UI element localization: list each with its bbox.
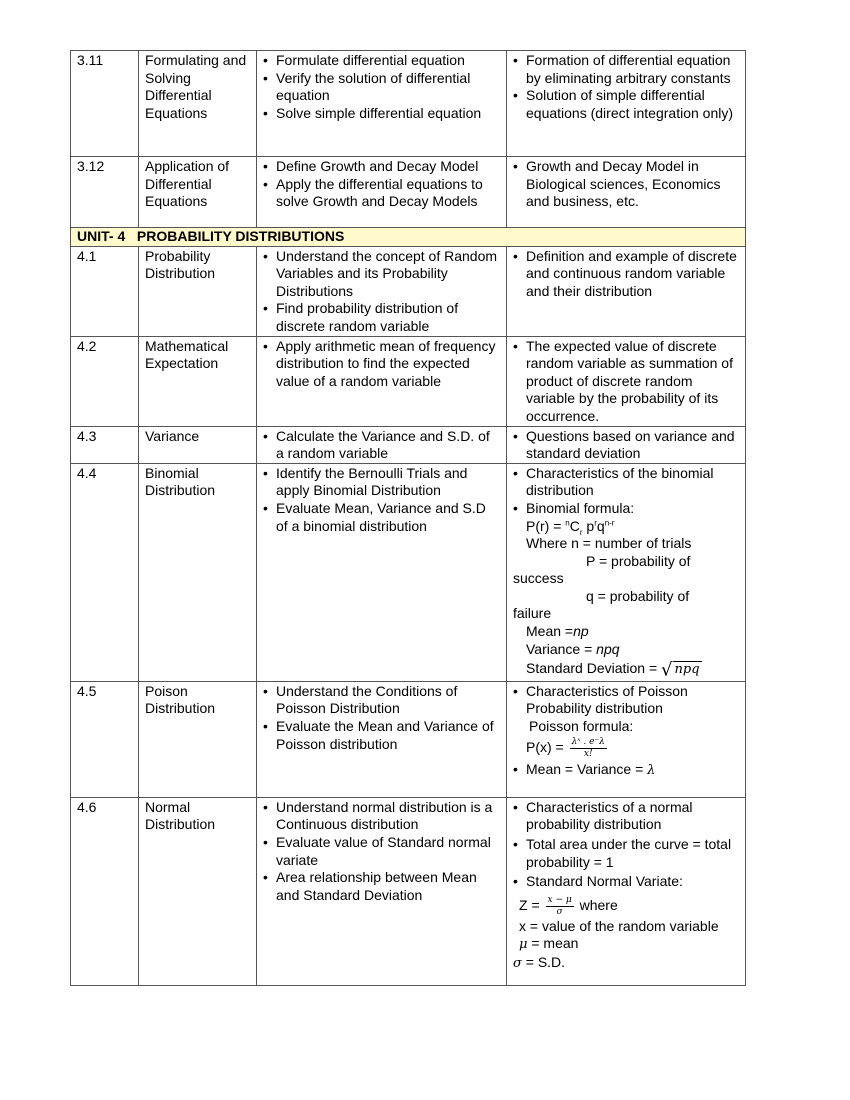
sigma-definition: σ = S.D. (513, 953, 566, 971)
poisson-formula-label: Poisson formula: (529, 717, 634, 734)
section-number: 4.5 (71, 681, 139, 797)
list-item: • Understand the concept of Random Variables and its Probability Distributions (263, 248, 500, 301)
p-definition-cont: success (513, 570, 564, 587)
list-item: • Apply the differential equations to solve Growth and Decay Models (263, 176, 500, 211)
topic: Application of Differential Equations (139, 157, 257, 228)
list-item: • Apply arithmetic mean of frequency distribution to find the expected value of a random variable (263, 338, 500, 391)
section-number: 4.6 (71, 797, 139, 985)
table-row (71, 336, 746, 426)
content-list (513, 248, 739, 301)
content-list (513, 799, 739, 891)
list-item: • Binomial formula: (513, 500, 739, 518)
sqrt-expression: √ npq (661, 659, 700, 680)
table-row (71, 157, 746, 228)
objectives-list (263, 428, 500, 463)
list-item: • Growth and Decay Model in Biological sciences, Economics and business, etc. (513, 158, 739, 211)
list-item: • Define Growth and Decay Model (263, 158, 500, 176)
list-item: • Solve simple differential equation (263, 105, 500, 123)
section-number: 3.12 (71, 157, 139, 228)
table-row (71, 246, 746, 336)
content-list (513, 428, 739, 463)
table-row (71, 426, 746, 463)
table-row (71, 681, 746, 797)
poisson-formula: P(x) = $\frac{\text{λˣ . e⁻λ}}{x!}$ (526, 736, 605, 759)
where-line: Where n = number of trials (526, 535, 692, 552)
fraction: $\frac{x - \mu}{\sigma}$ (547, 894, 572, 917)
fraction: $\frac{\text{λˣ . e⁻λ}}{x!}$ (571, 736, 605, 759)
topic: Formulating and Solving Differential Equations (139, 51, 257, 157)
topic: Probability Distribution (139, 246, 257, 336)
objectives-list (263, 158, 500, 211)
section-number: 4.2 (71, 336, 139, 426)
mean-line: Mean =np (526, 623, 589, 640)
list-item: • Mean = Variance = λ (513, 761, 739, 780)
list-item: • Total area under the curve = total probability = 1 (513, 836, 739, 871)
objectives-list (263, 338, 500, 391)
list-item: • Formation of differential equation by eliminating arbitrary constants (513, 52, 739, 87)
list-item: • Evaluate the Mean and Variance of Poisson distribution (263, 718, 500, 753)
p-definition: P = probability of (586, 552, 691, 569)
list-item: • Evaluate Mean, Variance and S.D of a binomial distribution (263, 500, 500, 535)
list-item: • Definition and example of discrete and continuous random variable and their distribution (513, 248, 739, 301)
objectives-list (263, 465, 500, 535)
table-row (71, 51, 746, 157)
content-list (513, 158, 739, 211)
topic: Binomial Distribution (139, 463, 257, 681)
list-item: • Verify the solution of differential equation (263, 70, 500, 105)
objectives-list (263, 683, 500, 753)
q-definition: q = probability of (586, 587, 690, 604)
section-number: 4.4 (71, 463, 139, 681)
list-item: • Characteristics of a normal probability distribution (513, 799, 739, 834)
topic: Mathematical Expectation (139, 336, 257, 426)
topic: Normal Distribution (139, 797, 257, 985)
content-list (513, 683, 739, 718)
list-item: • Formulate differential equation (263, 52, 500, 70)
objectives-list (263, 799, 500, 905)
list-item: • Characteristics of Poisson Probability distribution (513, 683, 739, 718)
q-definition-cont: failure (513, 605, 552, 622)
list-item: • Questions based on variance and standard deviation (513, 428, 739, 463)
table-row (71, 463, 746, 681)
table-row (71, 797, 746, 985)
content-list (513, 338, 739, 426)
objectives-list (263, 52, 500, 122)
list-item: • Find probability distribution of discrete random variable (263, 300, 500, 335)
variance-line: Variance = npq (526, 640, 620, 657)
list-item: • Identify the Bernoulli Trials and apply Binomial Distribution (263, 465, 500, 500)
section-number: 4.1 (71, 246, 139, 336)
syllabus-table (70, 50, 746, 986)
content-list (513, 465, 739, 518)
unit-heading-row (71, 228, 746, 247)
content-list (513, 52, 739, 122)
x-definition: x = value of the random variable (519, 917, 719, 934)
list-item: • Understand the Conditions of Poisson Distribution (263, 683, 500, 718)
list-item: • Evaluate value of Standard normal variate (263, 834, 500, 869)
section-number: 4.3 (71, 426, 139, 463)
z-formula: Z = $\frac{x - \mu}{\sigma}$ where (519, 894, 618, 917)
list-item: • The expected value of discrete random variable as summation of product of discrete random variable by the probability of its occurrence. (513, 338, 739, 426)
topic: Poison Distribution (139, 681, 257, 797)
list-item: • Standard Normal Variate: (513, 873, 739, 891)
list-item: • Solution of simple differential equations (direct integration only) (513, 87, 739, 122)
sd-line: Standard Deviation = √ npq (526, 659, 700, 680)
list-item: • Characteristics of the binomial distribution (513, 465, 739, 500)
binomial-formula: $P(r) = ^nC_r$ $p^rq^{n-r}$ (526, 517, 615, 537)
topic: Variance (139, 426, 257, 463)
list-item: • Area relationship between Mean and Standard Deviation (263, 869, 500, 904)
section-number: 3.11 (71, 51, 139, 157)
list-item: • Understand normal distribution is a Continuous distribution (263, 799, 500, 834)
mu-definition: μ = mean (519, 935, 579, 953)
list-item: • Calculate the Variance and S.D. of a random variable (263, 428, 500, 463)
objectives-list (263, 248, 500, 336)
content-list (513, 761, 739, 780)
unit-heading: UNIT- 4 PROBABILITY DISTRIBUTIONS (71, 228, 746, 247)
